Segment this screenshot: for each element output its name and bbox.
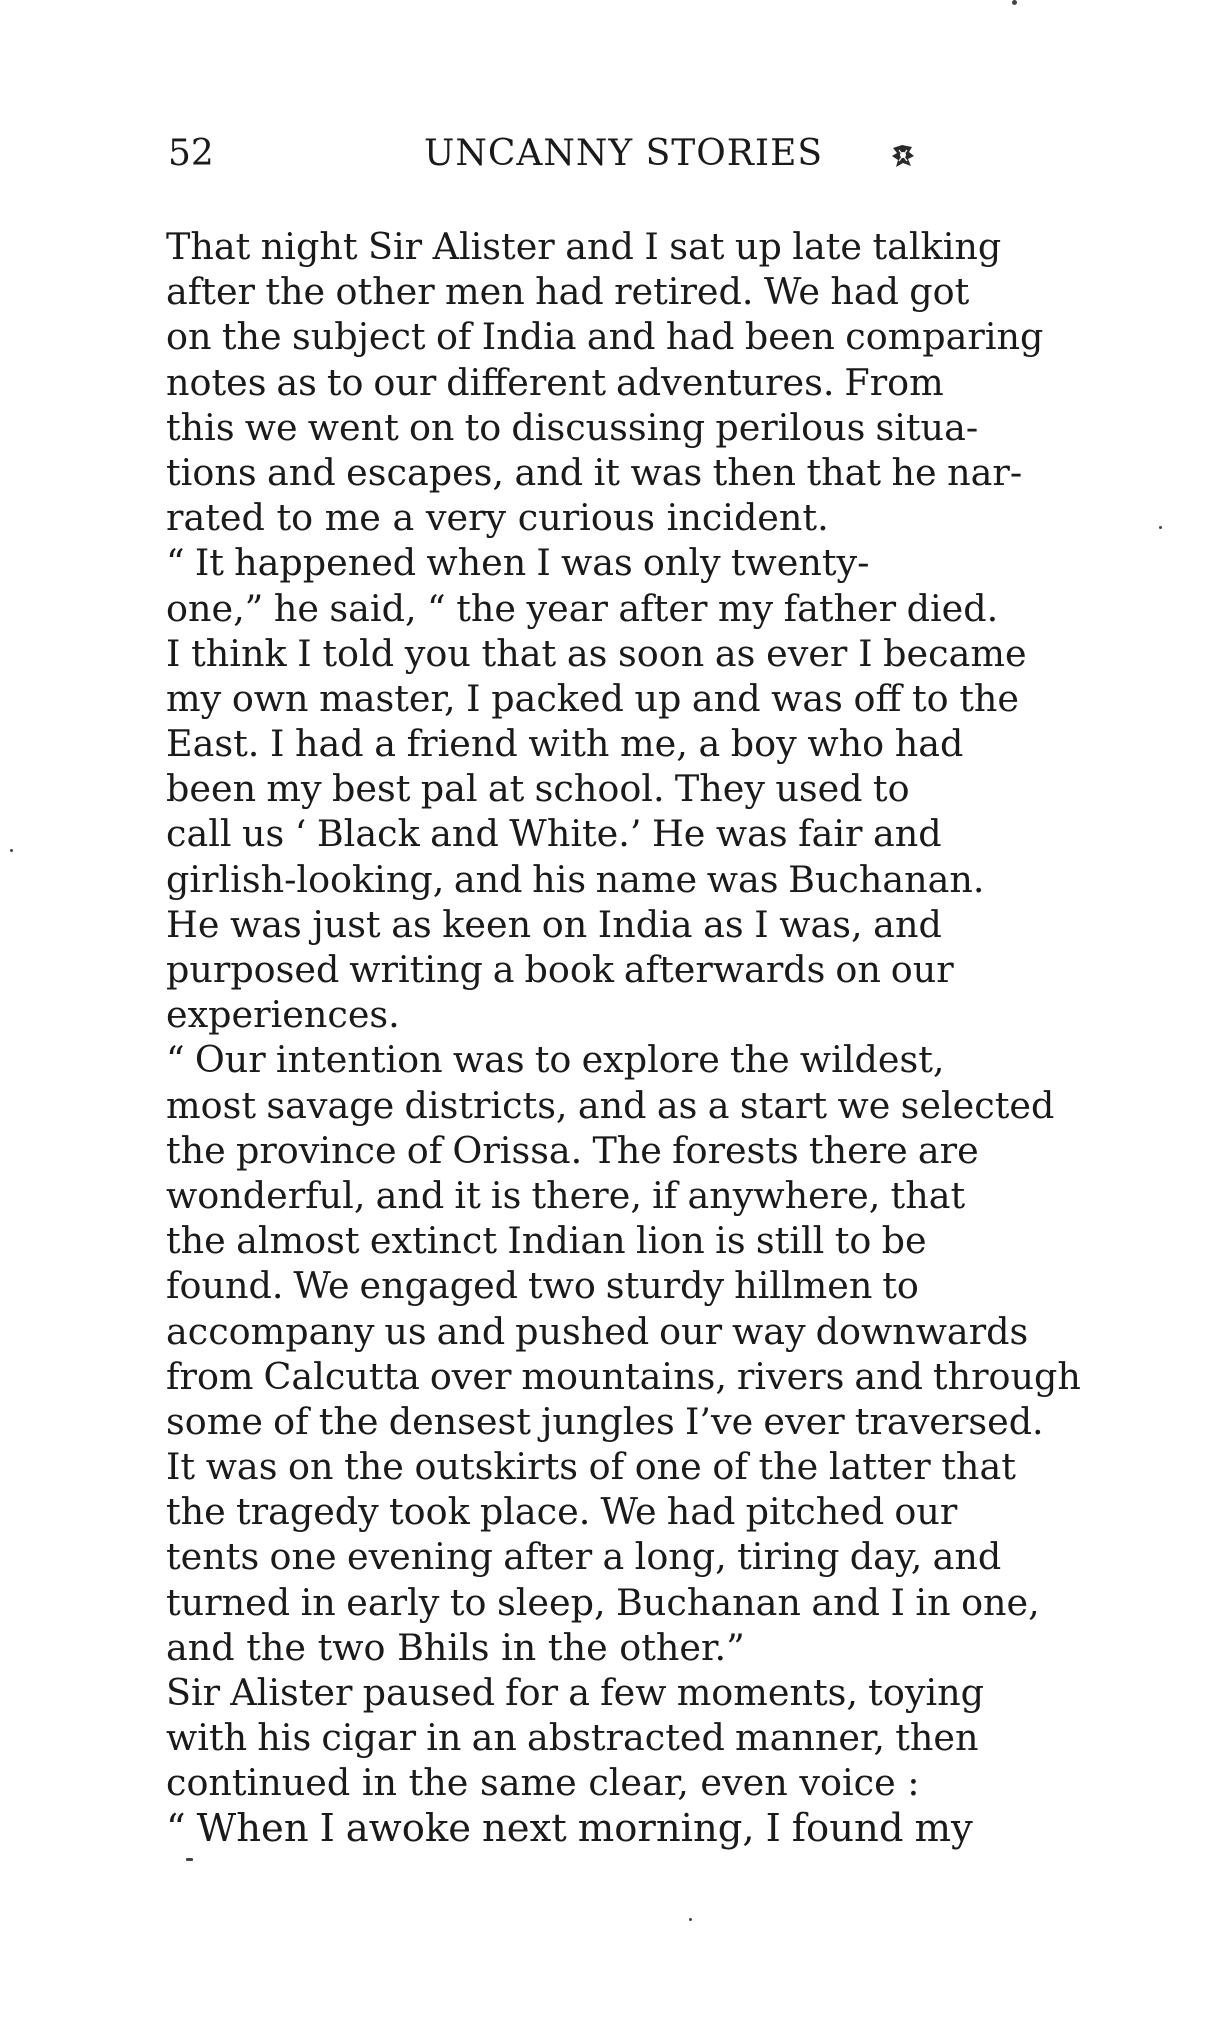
ink-speck — [1012, 0, 1017, 5]
ink-speck — [689, 1918, 692, 1921]
text-line: experiences. — [166, 993, 400, 1037]
text-line: “ When I awoke next morning, I found my — [166, 1805, 973, 1851]
text-line: East. I had a friend with me, a boy who had — [166, 722, 964, 766]
text-line: found. We engaged two sturdy hillmen to — [166, 1264, 919, 1308]
text-line: “ It happened when I was only twenty- — [166, 541, 870, 585]
text-line: my own master, I packed up and was off to the — [166, 676, 1020, 720]
text-line: this we went on to discussing perilous situa- — [166, 405, 979, 449]
text-line: tions and escapes, and it was then that he nar- — [166, 450, 1023, 494]
ink-speck — [1159, 526, 1162, 529]
text-line: some of the densest jungles I’ve ever traversed. — [166, 1399, 1044, 1443]
text-line: girlish-looking, and his name was Buchanan. — [166, 857, 985, 901]
text-line: continued in the same clear, even voice : — [166, 1761, 920, 1805]
text-line: one,” he said, “ the year after my father died. — [166, 586, 999, 630]
printers-ornament-icon — [890, 142, 916, 170]
text-line: It was on the outskirts of one of the latter that — [166, 1445, 1016, 1489]
body-text — [166, 224, 1166, 1851]
text-line: tents one evening after a long, tiring day, and — [166, 1535, 1002, 1579]
text-line: call us ‘ Black and White.’ He was fair and — [166, 812, 942, 856]
text-line: the almost extinct Indian lion is still to be — [166, 1219, 927, 1263]
text-line: Sir Alister paused for a few moments, toying — [166, 1671, 984, 1714]
text-line: on the subject of India and had been comparing — [166, 315, 1044, 359]
text-line: with his cigar in an abstracted manner, then — [166, 1716, 979, 1760]
text-line: “ Our intention was to explore the wildest, — [166, 1038, 945, 1082]
text-line: from Calcutta over mountains, rivers and through — [166, 1354, 1081, 1398]
page-number: 52 — [168, 133, 214, 174]
text-line: That night Sir Alister and I sat up late talking — [166, 225, 1002, 268]
ink-speck — [186, 1858, 193, 1861]
text-line: the tragedy took place. We had pitched our — [166, 1490, 958, 1534]
text-line: purposed writing a book afterwards on our — [166, 948, 954, 991]
text-line: He was just as keen on India as I was, and — [166, 902, 942, 946]
text-line: wonderful, and it is there, if anywhere, that — [166, 1173, 966, 1217]
text-line: the province of Orissa. The forests there are — [166, 1128, 979, 1172]
text-line: most savage districts, and as a start we selected — [166, 1083, 1055, 1127]
ink-speck — [10, 849, 13, 852]
text-line: rated to me a very curious incident. — [166, 496, 829, 540]
text-line: notes as to our different adventures. From — [166, 360, 944, 404]
text-line: and the two Bhils in the other.” — [166, 1625, 745, 1669]
text-line: I think I told you that as soon as ever I became — [166, 631, 1027, 675]
text-line: turned in early to sleep, Buchanan and I in one, — [166, 1580, 1040, 1624]
text-line: been my best pal at school. They used to — [166, 767, 910, 811]
text-line: after the other men had retired. We had got — [166, 270, 970, 314]
page-header — [168, 128, 936, 180]
text-line: accompany us and pushed our way downwards — [166, 1309, 1029, 1353]
running-title: UNCANNY STORIES — [424, 133, 824, 174]
